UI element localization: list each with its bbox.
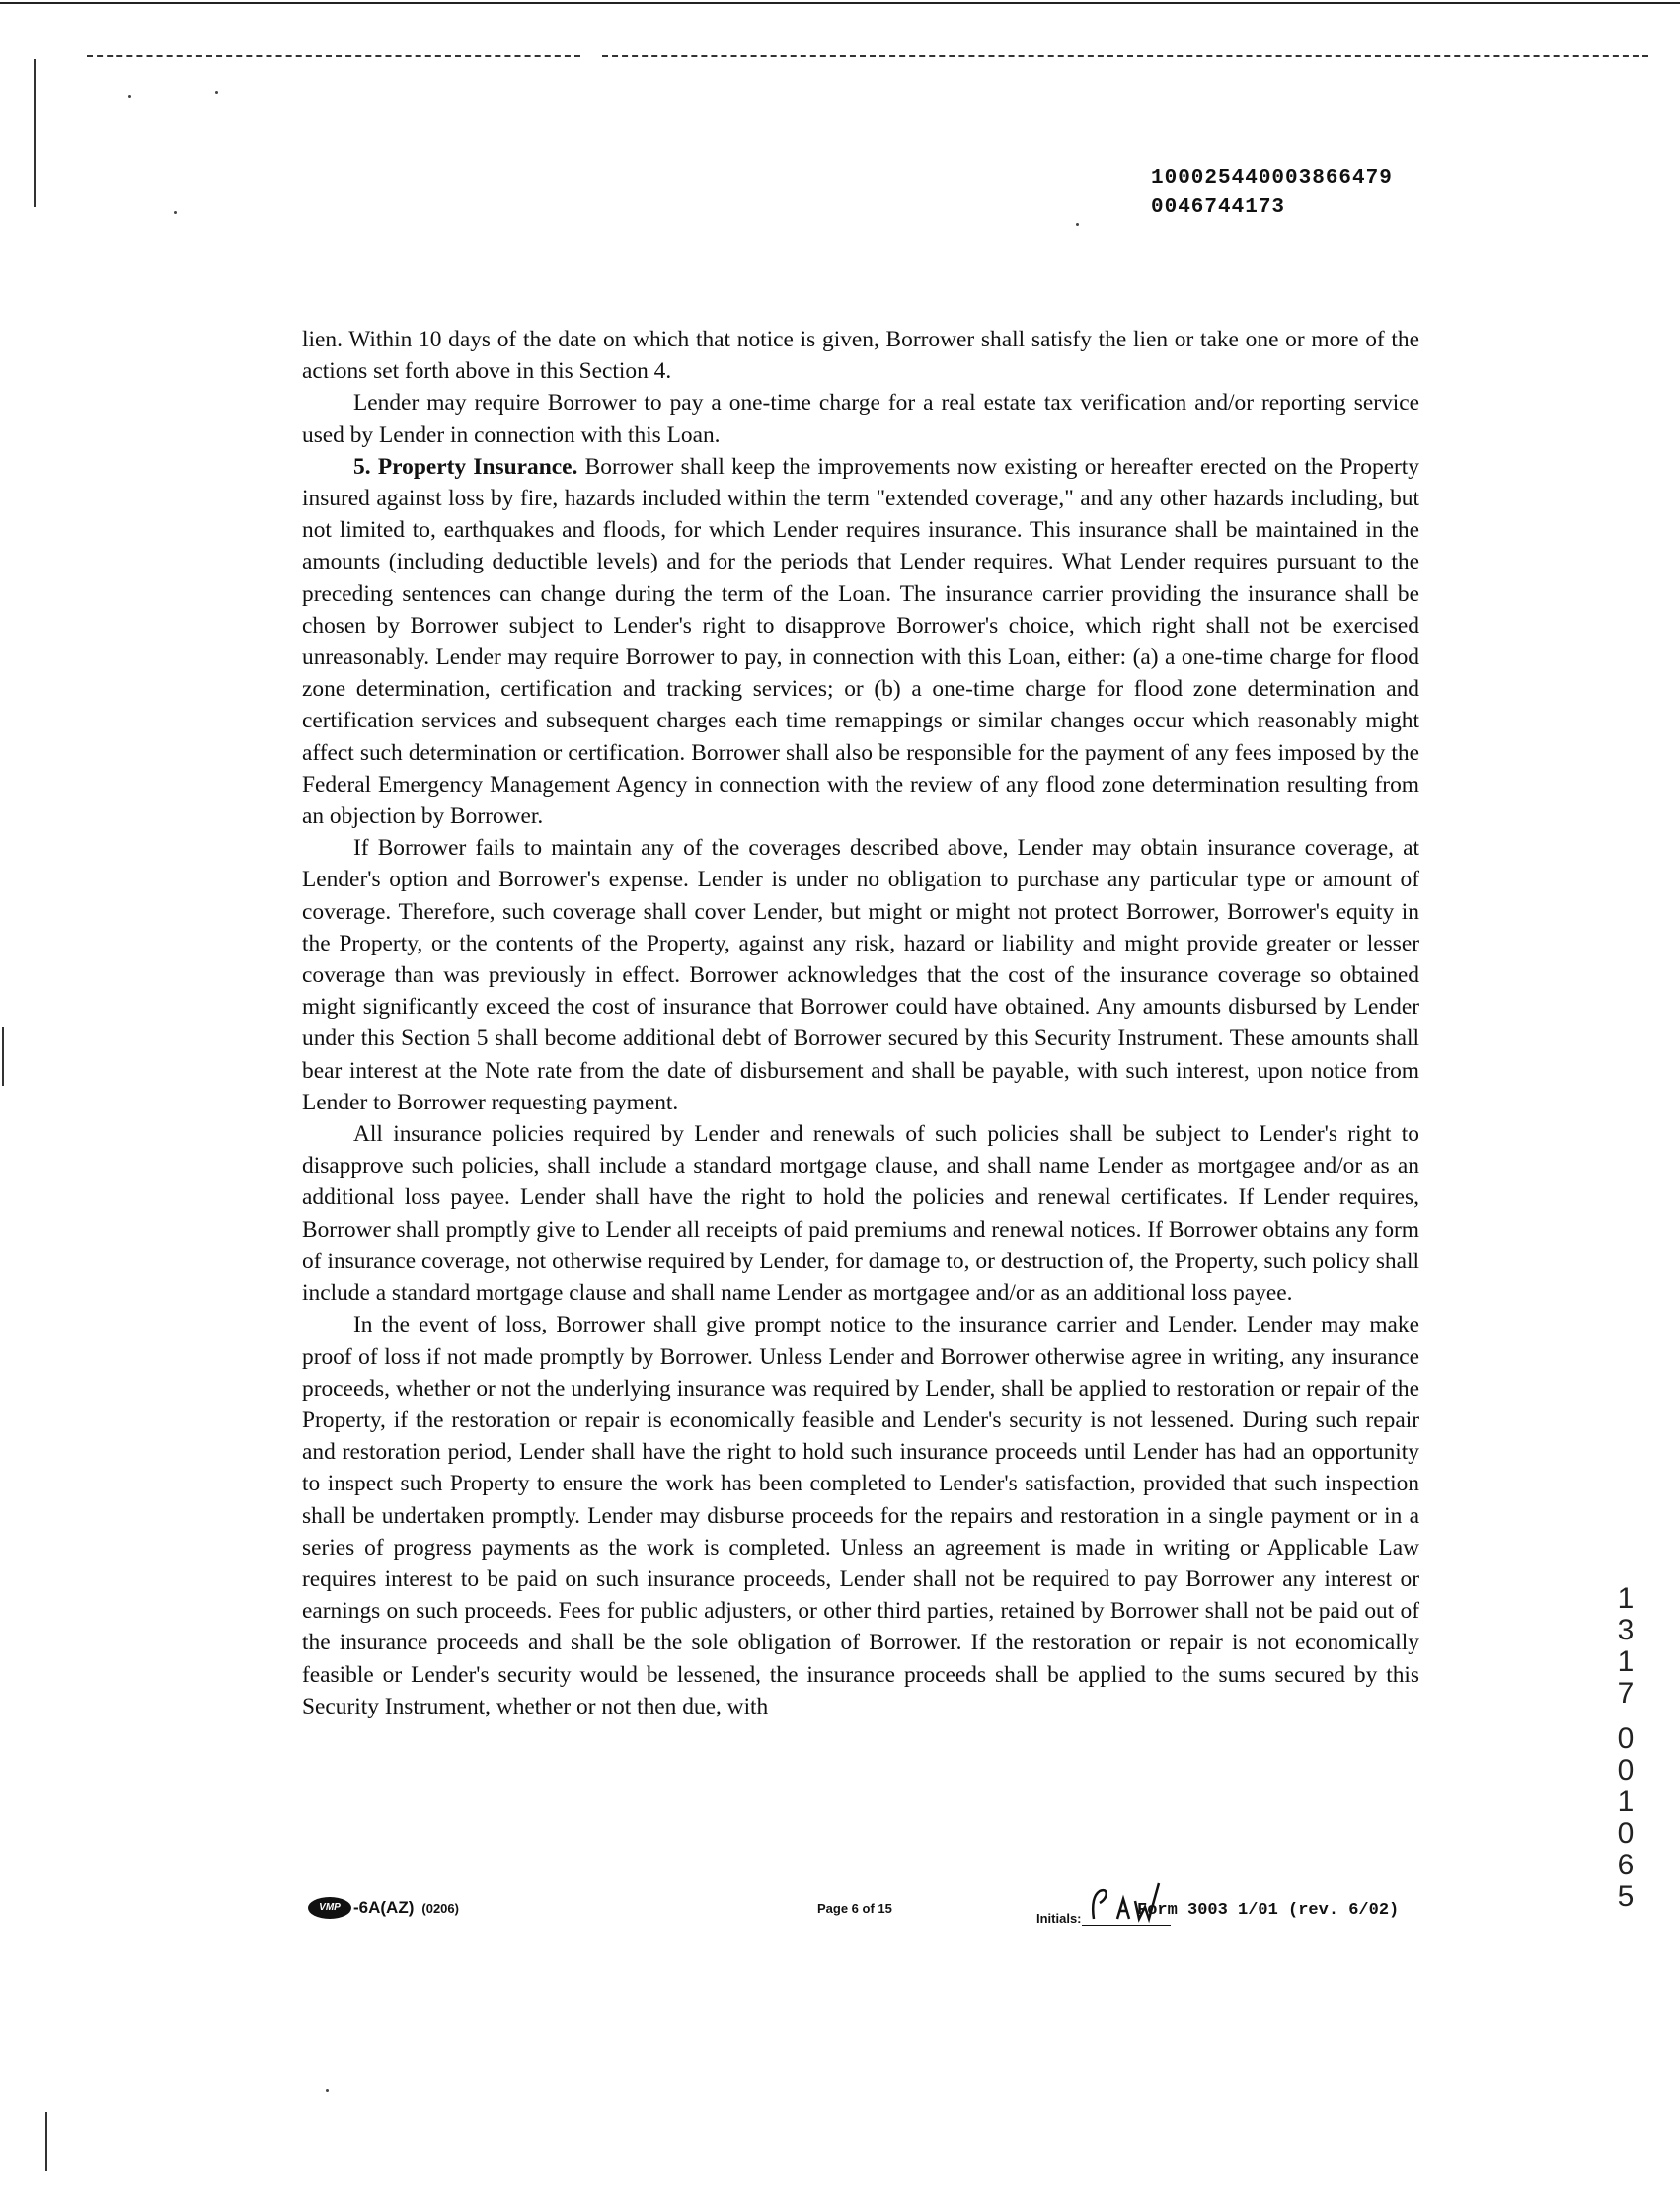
scan-margin-line bbox=[2, 1027, 4, 1086]
bates-digit: 3 bbox=[1617, 1614, 1635, 1646]
loan-number: 100025440003866479 bbox=[1151, 167, 1393, 190]
page-number: Page 6 of 15 bbox=[817, 1901, 892, 1916]
bates-digit: 0 bbox=[1617, 1722, 1635, 1755]
bates-number bbox=[1606, 1583, 1645, 1913]
paragraph-event-of-loss: In the event of loss, Borrower shall give prompt notice to the insurance carrier and Lender. Lender may make proof of loss if not made promptly by Borrower. Unless Lender and Borrower otherwise agree in writing, any insurance proceeds, whether or not the underlying insurance was required by Lender, shall be applied to restoration or repair of the Property, if the restoration or repair is economically feasible and Lender's security is not lessened. During such repair and restoration period, Lender shall have the right to hold such insurance proceeds until Lender has had an opportunity to inspect such Property to ensure the work has been completed to Lender's satisfaction, provided that such inspection shall be undertaken promptly. Lender may disburse proceeds for the repairs and restoration in a single payment or in a series of progress payments as the work is completed. Unless an agreement is made in writing or Applicable Law requires interest to be paid on such insurance proceeds, Lender shall not be required to pay Borrower any interest or earnings on such proceeds. Fees for public adjusters, or other third parties, retained by Borrower shall not be paid out of the insurance proceeds and shall be the sole obligation of Borrower. If the restoration or repair is not economically feasible or Lender's security would be lessened, the insurance proceeds shall be applied to the sums secured by this Security Instrument, whether or not then due, with bbox=[302, 1312, 1419, 1719]
bates-digit: 6 bbox=[1617, 1849, 1635, 1881]
paragraph-lien: lien. Within 10 days of the date on which that notice is given, Borrower shall satisfy the lien or take one or more of the actions set forth above in this Section 4. bbox=[302, 327, 1419, 385]
initials-label: Initials: bbox=[1036, 1911, 1082, 1926]
scan-margin-line bbox=[34, 59, 36, 207]
bates-digit: 0 bbox=[1617, 1754, 1635, 1787]
scan-speck bbox=[326, 2089, 329, 2092]
section-text: Borrower shall keep the improvements now existing or hereafter erected on the Property insured against loss by fire, hazards included within the term "extended coverage," and any other hazards including, but not limited to, earthquakes and floods, for which Lender requires insurance. This insurance shall be maintained in the amounts (including deductible levels) and for the periods that Lender requires. What Lender requires pursuant to the preceding sentences can change during the term of the Loan. The insurance carrier providing the insurance shall be chosen by Borrower subject to Lender's right to disapprove Borrower's choice, which right shall not be exercised unreasonably. Lender may require Borrower to pay, in connection with this Loan, either: (a) a one-time charge for flood zone determination, certification and tracking services; or (b) a one-time charge for flood zone determination and certification services and subsequent charges each time remappings or similar changes occur which reasonably might affect such determination or certification. Borrower shall also be responsible for the payment of any fees imposed by the Federal Emergency Management Agency in connection with the review of any flood zone determination resulting from an objection by Borrower. bbox=[302, 453, 1420, 830]
bates-digit: 7 bbox=[1617, 1677, 1635, 1710]
bates-digit: 5 bbox=[1617, 1880, 1635, 1913]
bates-digit: 1 bbox=[1617, 1786, 1635, 1818]
scan-speck bbox=[128, 95, 131, 98]
reference-number: 0046744173 bbox=[1151, 196, 1286, 219]
section-heading: 5. Property Insurance. bbox=[353, 453, 578, 480]
document-body bbox=[302, 324, 1419, 1722]
bates-digit: 1 bbox=[1617, 1582, 1635, 1615]
paragraph-policies: All insurance policies required by Lender and renewals of such policies shall be subject to Lender's right to disapprove such policies, shall include a standard mortgage clause, and shall name Lender as mortgagee and/or as an additional loss payee. Lender shall have the right to hold the policies and renewal certificates. If Lender requires, Borrower shall promptly give to Lender all receipts of paid premiums and renewal notices. If Borrower obtains any form of insurance coverage, not otherwise required by Lender, for damage to, or destruction of, the Property, such policy shall include a standard mortgage clause and shall name Lender as mortgagee and/or as an additional loss payee. bbox=[302, 1121, 1419, 1307]
form-code-text: -6A(AZ) bbox=[353, 1898, 415, 1917]
paragraph-tax-verification: Lender may require Borrower to pay a one-time charge for a real estate tax verification and/or reporting service used by Lender in connection with this Loan. bbox=[302, 390, 1419, 448]
scan-speck bbox=[1076, 223, 1079, 226]
scan-speck bbox=[174, 211, 177, 214]
bates-digit: 0 bbox=[1617, 1817, 1635, 1850]
scan-speck bbox=[215, 91, 218, 94]
bates-digit: 1 bbox=[1617, 1645, 1635, 1678]
form-code bbox=[308, 1897, 459, 1919]
vmp-logo: VMP bbox=[308, 1897, 351, 1919]
scan-dash-line bbox=[602, 55, 1648, 57]
form-date: (0206) bbox=[421, 1900, 459, 1916]
scan-dash-line bbox=[87, 55, 580, 57]
paragraph-coverage: If Borrower fails to maintain any of the coverages described above, Lender may obtain insurance coverage, at Lender's option and Borrower's expense. Lender is under no obligation to purchase any particular type or amount of coverage. Therefore, such coverage shall cover Lender, but might or might not protect Borrower, Borrower's equity in the Property, or the contents of the Property, against any risk, hazard or liability and might provide greater or lesser coverage than was previously in effect. Borrower acknowledges that the cost of the insurance coverage so obtained might significantly exceed the cost of insurance that Borrower could have obtained. Any amounts disbursed by Lender under this Section 5 shall become additional debt of Borrower secured by this Security Instrument. These amounts shall bear interest at the Note rate from the date of disbursement and shall be payable, with such interest, upon notice from Lender to Borrower requesting payment. bbox=[302, 835, 1419, 1115]
scan-edge-line bbox=[0, 2, 1680, 4]
document-identifiers bbox=[1151, 164, 1393, 223]
scan-margin-line bbox=[45, 2112, 47, 2171]
form-number: Form 3003 1/01 (rev. 6/02) bbox=[1137, 1901, 1400, 1920]
paragraph-property-insurance bbox=[302, 451, 1419, 832]
